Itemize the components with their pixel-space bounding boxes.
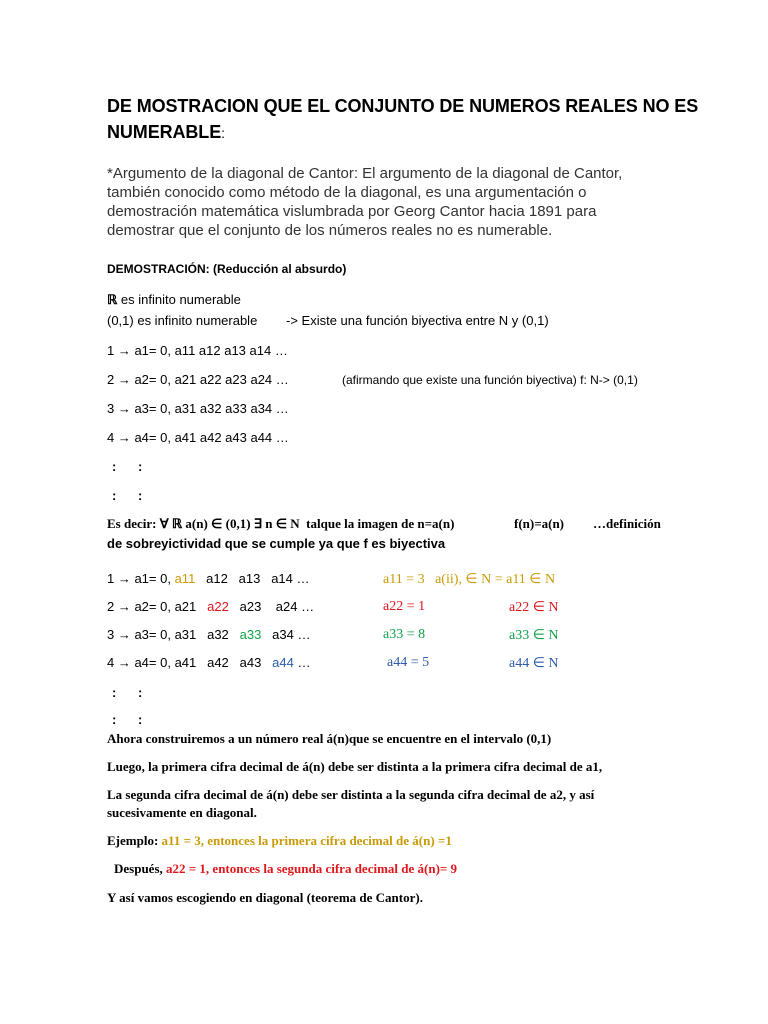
conclusion-line-4: sucesivamente en diagonal. <box>107 805 257 820</box>
example-line <box>107 833 452 849</box>
diagonal-digit: a22 <box>207 599 229 614</box>
bijection-note: (afirmando que existe una función biyectiva) f: N-> (0,1) <box>342 373 638 387</box>
list2-row-1: 1 → a1= 0, a11 a12 a13 a14 … a11 = 3 a(ii), ∈ N = a11 ∈ N <box>107 571 556 587</box>
diagonal-equation: a22 = 1 <box>383 599 426 614</box>
diagonal-membership: a33 ∈ N <box>509 628 559 643</box>
ellipsis-dots: : : <box>112 488 143 503</box>
despues-line <box>114 861 457 877</box>
document-title: DE MOSTRACION QUE EL CONJUNTO DE NUMEROS REALES NO ES <box>107 96 699 116</box>
diagonal-equation: a33 = 8 <box>383 627 426 642</box>
despues-text: a22 = 1, entonces la segunda cifra decimal de á(n)= 9 <box>162 861 458 876</box>
list1-row-3: 3 → a3= 0, a31 a32 a33 a34 … <box>107 401 289 416</box>
intro-line-4: demostrar que el conjunto de los números reales no es numerable. <box>107 222 553 239</box>
example-text: a11 = 3, entonces la primera cifra decimal de á(n) =1 <box>158 833 452 848</box>
example-label: Ejemplo: <box>107 833 159 848</box>
demonstration-heading: DEMOSTRACIÓN: (Reducción al absurdo) <box>107 262 347 276</box>
diagonal-membership: a22 ∈ N <box>509 600 559 615</box>
list2-row-3: 3 → a3= 0, a31 a32 a33 a34 … a33 = 8 a33 ∈ N <box>107 627 559 643</box>
list2-row-2: 2 → a2= 0, a21 a22 a23 a24 … a22 = 1 a22 ∈ N <box>107 599 559 615</box>
ellipsis-dots: : : <box>112 712 143 727</box>
final-line: Y así vamos escogiendo en diagonal (teorema de Cantor). <box>107 890 423 905</box>
document-title-line2: NUMERABLE: <box>107 122 225 142</box>
es-decir-line-1: Es decir: ∀ ℝ a(n) ∈ (0,1) ∃ n ∈ N talque la imagen de n=a(n) f(n)=a(n) …definición <box>107 516 661 531</box>
list1-row-4: 4 → a4= 0, a41 a42 a43 a44 … <box>107 430 289 445</box>
diagonal-equation: a11 = 3 a(ii), ∈ N = a11 ∈ N <box>383 572 556 587</box>
real-numbers-symbol: ℝ <box>107 292 118 307</box>
diagonal-digit: a33 <box>239 627 262 642</box>
ellipsis-dots: : : <box>112 459 143 474</box>
conclusion-line-1: Ahora construiremos a un número real á(n)que se encuentre en el intervalo (0,1) <box>107 731 552 746</box>
conclusion-line-3: La segunda cifra decimal de á(n) debe ser distinta a la segunda cifra decimal de a2, y así <box>107 787 595 802</box>
list1-row-2: 2 → a2= 0, a21 a22 a23 a24 … <box>107 372 289 387</box>
list2-row-4: 4 → a4= 0, a41 a42 a43 a44 … a44 = 5 a44 ∈ N <box>107 655 559 671</box>
ellipsis-dots: : : <box>112 685 143 700</box>
diagonal-digit: a11 <box>174 571 196 586</box>
intro-line-2: también conocido como método de la diagonal, es una argumentación o <box>107 184 587 201</box>
es-decir-line-2: de sobreyictividad que se cumple ya que f es biyectiva <box>107 536 446 551</box>
intro-line-1: *Argumento de la diagonal de Cantor: El argumento de la diagonal de Cantor, <box>107 165 623 182</box>
premise-line-1: ℝ es infinito numerable <box>107 292 241 307</box>
diagonal-equation: a44 = 5 <box>387 655 430 670</box>
list1-row-1: 1 → a1= 0, a11 a12 a13 a14 … <box>107 343 288 358</box>
conclusion-line-2: Luego, la primera cifra decimal de á(n) debe ser distinta a la primera cifra decimal de a1, <box>107 759 603 774</box>
document-page: DE MOSTRACION QUE EL CONJUNTO DE NUMEROS REALES NO ES NUMERABLE: *Argumento de la diagonal de Cantor: El argumento de la diagonal de Cantor, también conocido como método de la diagonal, es una argumentación o demostración matemática vislumbrada por Georg Cantor hacia 1891 para demostrar que el conjunto de los números reales no es numerable. DEMOSTRACIÓN: (Reducción al absurdo) ℝ es infinito numerable (0,1) es infinito numerable -> Existe una función biyectiva entre N y (0,1) 1 → a1= 0, a11 a12 a13 a14 … 2 → a2= 0, a21 a22 a23 a24 … (afirmando que existe una función biyectiva) f: N-> (0,1) 3 → a3= 0, a31 a32 a33 a34 … 4 → a4= 0, a41 a42 a43 a44 … : : : : Es decir: ∀ ℝ a(n) ∈ (0,1) ∃ n ∈ N talque la imagen de n=a(n) f(n)=a(n) …definición de sobreyictividad que se cumple ya que f es biyectiva 1 → a1= 0, a11 a12 a13 a14 … a11 = 3 a(ii), ∈ N = a11 ∈ N 2 → a2= 0, a21 a22 a23 a24 … a22 = 1 a22 ∈ N 3 → a3= 0, a31 a32 a33 a34 … a33 = 8 a33 ∈ N 4 → a4= 0, a41 a42 a43 a44 … a44 = 5 a44 ∈ N : : : : Ahora construiremos a un número real á(n)que se encuentre en el intervalo (0,1) Luego, la primera cifra decimal de á(n) debe ser distinta a la primera cifra decimal de a1, La segunda cifra decimal de á(n) debe ser distinta a la segunda cifra decimal de a2, y así sucesivamente en diagonal. Ejemplo: a11 = 3, entonces la primera cifra decimal de á(n) =1 Después, a22 = 1, entonces la segunda cifra decimal de á(n)= 9 Y así vamos escogiendo en diagonal (teorema de Cantor). <box>107 96 699 905</box>
intro-line-3: demostración matemática vislumbrada por Georg Cantor hacia 1891 para <box>107 203 597 220</box>
diagonal-membership: a44 ∈ N <box>509 656 559 671</box>
diagonal-digit: a44 <box>272 655 294 670</box>
despues-label: Después, <box>114 861 163 876</box>
